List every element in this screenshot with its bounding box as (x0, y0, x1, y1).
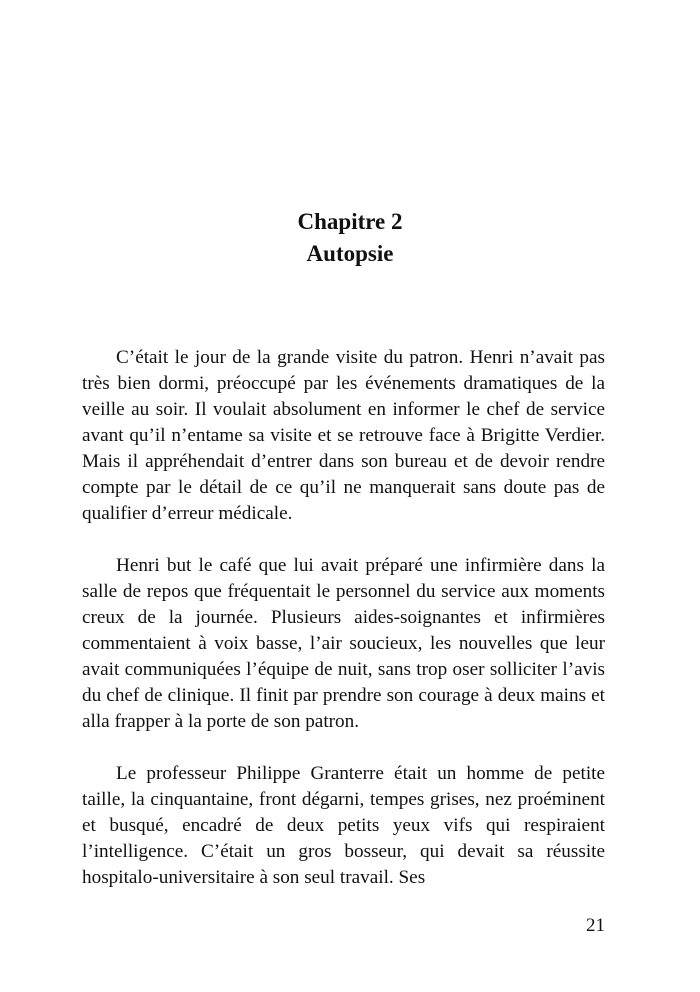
paragraph-3: Le professeur Philippe Granterre était un homme de petite taille, la cinquantaine, front dégarni, tempes grises, nez proéminent et busqué, encadré de deux petits yeux vifs qui respiraient l’intelligence. C’était un gros bosseur, qui devait sa réussite hospitalo-universitaire à son seul travail. Ses (82, 763, 605, 888)
chapter-heading (0, 206, 700, 270)
paragraph-1: C’était le jour de la grande visite du patron. Henri n’avait pas très bien dormi, préoccupé par les événements dramatiques de la veille au soir. Il voulait absolument en informer le chef de service avant qu’il n’entame sa visite et se retrouve face à Brigitte Verdier. Mais il appréhendait d’entrer dans son bureau et de devoir rendre compte par le détail de ce qu’il ne manquerait sans doute pas de qualifier d’erreur médicale. (82, 347, 605, 524)
body-text (82, 345, 605, 917)
page-number: 21 (586, 915, 605, 936)
chapter-title: Autopsie (306, 241, 394, 266)
paragraph-2: Henri but le café que lui avait préparé une infirmière dans la salle de repos que fréquentait le personnel du service aux moments creux de la journée. Plusieurs aides-soignantes et infirmières commentaient à voix basse, l’air soucieux, les nouvelles que leur avait communiquées l’équipe de nuit, sans trop oser solliciter l’avis du chef de clinique. Il finit par prendre son courage à deux mains et alla frapper à la porte de son patron. (82, 555, 605, 732)
chapter-number: Chapitre 2 (297, 209, 403, 234)
